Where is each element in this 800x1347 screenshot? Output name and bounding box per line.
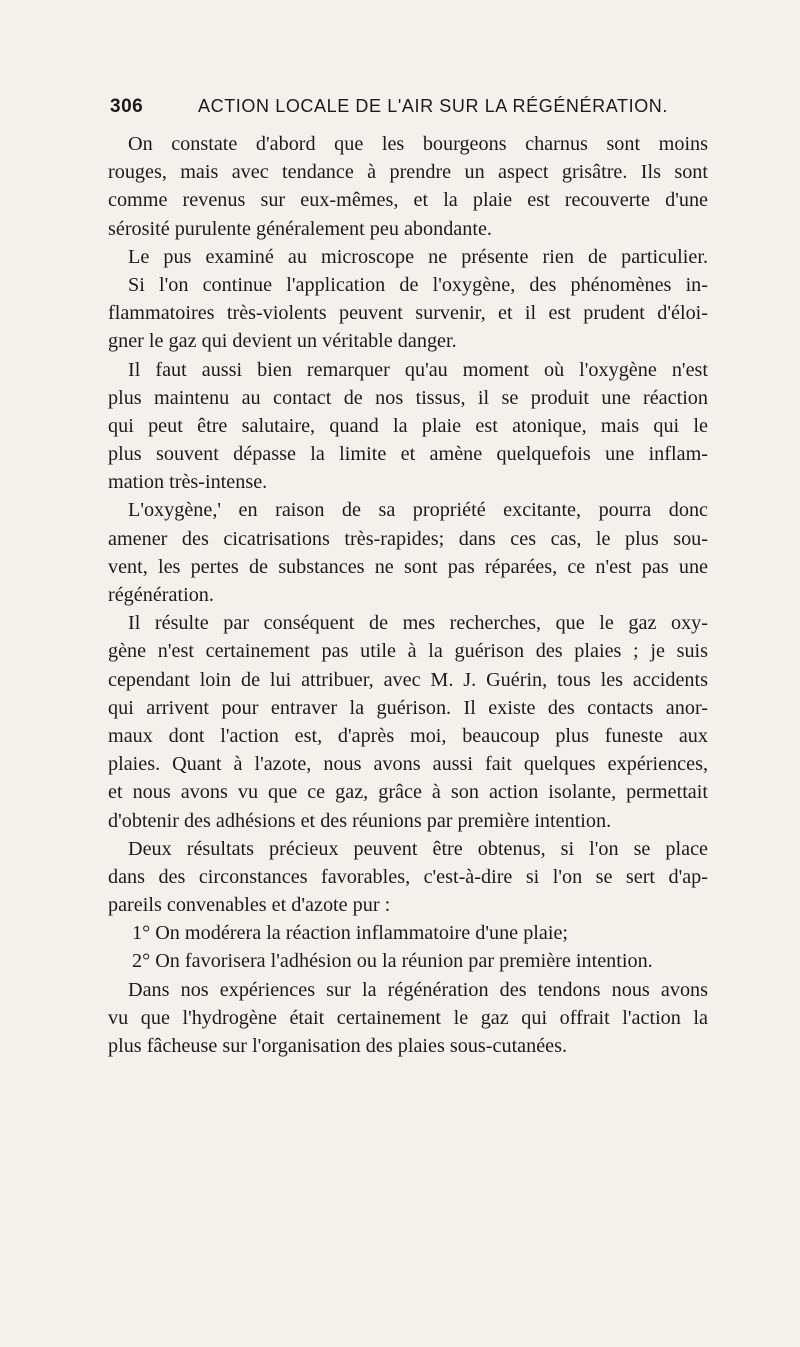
text-line: plus fâcheuse sur l'organisation des plaies sous-cutanées. xyxy=(108,1035,568,1057)
text-line: vent, les pertes de substances ne sont pas réparées, ce n'est pas une xyxy=(108,555,708,578)
list-item: 2° On favorisera l'adhésion ou la réunion par première intention. xyxy=(132,950,653,973)
list-item: 1° On modérera la réaction inflammatoire d'une plaie; xyxy=(132,922,569,945)
text-line: dans des circonstances favorables, c'est-à-dire si l'on se sert d'ap- xyxy=(108,865,708,888)
text-line: gène n'est certainement pas utile à la guérison des plaies ; je suis xyxy=(108,640,708,663)
text-line: vu que l'hydrogène était certainement le gaz qui offrait l'action la xyxy=(108,1006,708,1029)
text-line: qui arrivent pour entraver la guérison. Il existe des contacts anor- xyxy=(108,696,708,719)
text-line: flammatoires très-violents peuvent survenir, et il est prudent d'éloi- xyxy=(108,302,708,325)
text-line: qui peut être salutaire, quand la plaie est atonique, mais qui le xyxy=(108,414,708,437)
text-line: plaies. Quant à l'azote, nous avons aussi fait quelques expériences, xyxy=(108,753,708,776)
page-number: 306 xyxy=(110,96,144,117)
text-line: mation très-intense. xyxy=(108,471,268,494)
text-line: et nous avons vu que ce gaz, grâce à son action isolante, permettait xyxy=(108,781,708,804)
text-line: Il faut aussi bien remarquer qu'au moment où l'oxygène n'est xyxy=(128,358,708,381)
text-line: Si l'on continue l'application de l'oxygène, des phénomènes in- xyxy=(128,273,708,296)
text-line: gner le gaz qui devient un véritable danger. xyxy=(108,330,457,353)
text-line: pareils convenables et d'azote pur : xyxy=(108,894,391,917)
text-line: sérosité purulente généralement peu abondante. xyxy=(108,217,492,240)
text-line: maux dont l'action est, d'après moi, beaucoup plus funeste aux xyxy=(108,724,708,747)
text-line: Il résulte par conséquent de mes recherches, que le gaz oxy- xyxy=(128,612,708,635)
text-line: rouges, mais avec tendance à prendre un aspect grisâtre. Ils sont xyxy=(108,161,708,184)
text-line: amener des cicatrisations très-rapides; dans ces cas, le plus sou- xyxy=(108,527,708,550)
text-line: comme revenus sur eux-mêmes, et la plaie est recouverte d'une xyxy=(108,189,708,212)
body-text xyxy=(108,130,708,1060)
text-line: Dans nos expériences sur la régénération des tendons nous avons xyxy=(128,978,708,1001)
text-line: cependant loin de lui attribuer, avec M. J. Guérin, tous les accidents xyxy=(108,668,708,691)
running-title: ACTION LOCALE DE L'AIR SUR LA RÉGÉNÉRATION. xyxy=(198,96,669,116)
text-line: Deux résultats précieux peuvent être obtenus, si l'on se place xyxy=(128,837,708,860)
page-header xyxy=(110,90,710,124)
text-line: d'obtenir des adhésions et des réunions par première intention. xyxy=(108,809,612,832)
text-line: régénération. xyxy=(108,584,214,606)
text-line: L'oxygène,' en raison de sa propriété excitante, pourra donc xyxy=(128,499,708,522)
text-line: plus souvent dépasse la limite et amène quelquefois une inflam- xyxy=(108,443,708,466)
text-line: Le pus examiné au microscope ne présente rien de particulier. xyxy=(128,245,708,268)
text-line: On constate d'abord que les bourgeons charnus sont moins xyxy=(128,133,708,155)
text-line: plus maintenu au contact de nos tissus, il se produit une réaction xyxy=(108,386,708,409)
